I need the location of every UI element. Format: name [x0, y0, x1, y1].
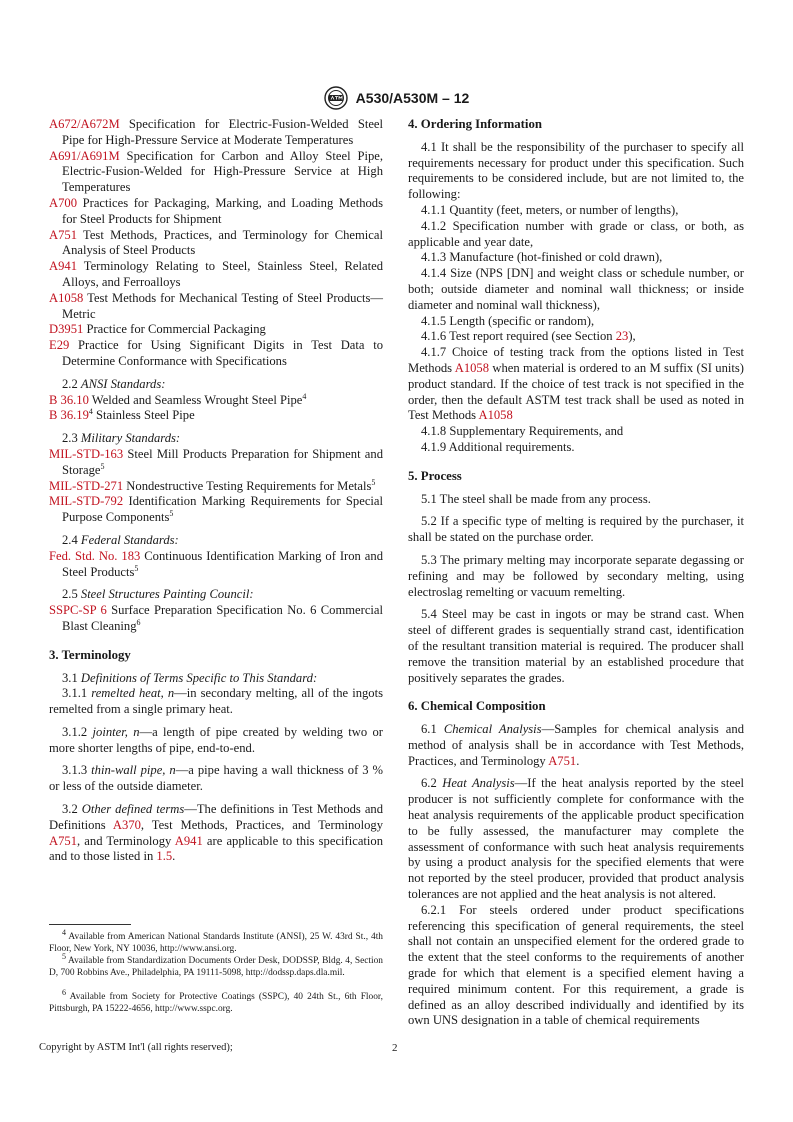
section-chemical-title: 6. Chemical Composition	[408, 699, 546, 714]
reference-link[interactable]: A691/A691M	[49, 148, 120, 163]
military-reference-link[interactable]: MIL-STD-271	[49, 478, 124, 493]
para-3-1: 3.1 Definitions of Terms Specific to This Standard:	[62, 670, 318, 685]
para-4-1-2: 4.1.2 Specification number with grade or class, or both, as applicable and year date,	[408, 218, 744, 249]
para-4-1-6: 4.1.6 Test report required (see Section 23),	[421, 329, 636, 344]
reference-item	[49, 117, 383, 149]
reference-link[interactable]: A672/A672M	[49, 117, 120, 131]
reference-title: Specification for Electric-Fusion-Welded Steel Pipe for High-Pressure Service at Moderate Temperatures	[62, 117, 383, 147]
reference-item	[49, 228, 383, 260]
ansi-heading: 2.2 ANSI Standards:	[62, 376, 166, 391]
reference-title: Specification for Carbon and Alloy Steel Pipe, Electric-Fusion-Welded for High-Pressure Service at High Temperatures	[62, 148, 383, 195]
reference-title: Test Methods for Mechanical Testing of Steel Products—Metric	[62, 290, 383, 321]
military-reference-item	[49, 447, 383, 479]
para-6-2-1: 6.2.1 For steels ordered under product specifications referencing this specification of general requirements, the steel shall not contain an unspecified element for the ordered grade to the extent that the steel conforms to the requirements of another grade for which that element is a specified element having a required minimum content. For this requirement, a grade is defined as an alloy described individually and identified by its own UNS designation in a table of chemical requirements	[408, 902, 744, 1028]
footnote-4: $^4$ Available from American National Standards Institute (ANSI), 25 W. 43rd St., 4th Floor, New York, NY 10036, http://www.ansi.org.	[49, 927, 383, 954]
para-4-1-7: 4.1.7 Choice of testing track from the options listed in Test Methods A1058 when material is ordered to an M suffix (SI units) product standard. If the choice of test track is not specified in the order, then the default ASTM test track shall be used as noted in Test Methods A1058	[408, 345, 744, 423]
para-3-1-2: 3.1.2 jointer, n—a length of pipe created by welding two or more shorter lengths of pipe, end-to-end.	[49, 724, 383, 755]
reference-link[interactable]: A941	[49, 259, 77, 274]
federal-reference-title: Continuous Identification Marking of Iron and Steel Products	[62, 548, 383, 579]
reference-item	[49, 291, 383, 323]
link-a751-chem[interactable]: A751	[548, 753, 577, 768]
sspc-reference-item	[49, 603, 383, 635]
reference-link[interactable]: E29	[49, 338, 70, 353]
federal-list	[49, 549, 383, 581]
left-column	[49, 117, 383, 865]
para-6-2: 6.2 Heat Analysis—If the heat analysis reported by the steel producer is not sufficiently complete for conformance with the heat analysis requirements of the applicable product specification to be fully assessed, the manufacturer may complete the assessment of conformance with such heat analysis requirements by using a product analysis for the specified elements that were not reported by the steel producer, provided that product analysis tolerances are not applied and the heat analysis is not altered.	[408, 776, 745, 902]
para-5-4: 5.4 Steel may be cast in ingots or may be strand cast. When steel of different grades is sequentially strand cast, identification of the resultant transition material is required. The producer shall remove the transition material by an established procedure that positively separates the grades.	[408, 607, 744, 685]
page-number: 2	[392, 1042, 398, 1054]
astm-logo-icon	[324, 86, 348, 110]
footnote-divider	[49, 924, 131, 925]
link-a370[interactable]: A370	[112, 817, 141, 832]
para-4-1-5: 4.1.5 Length (specific or random),	[421, 313, 595, 328]
sspc-list	[49, 603, 383, 635]
copyright-notice: Copyright by ASTM Int'l (all rights reserved);	[39, 1042, 233, 1053]
ansi-reference-title: Stainless Steel Pipe	[92, 408, 195, 423]
para-5-3: 5.3 The primary melting may incorporate separate degassing or refining and may be followed by secondary melting, using electroslag remelting or vacuum remelting.	[408, 552, 744, 599]
ansi-reference-title: Welded and Seamless Wrought Steel Pipe	[88, 392, 303, 407]
document-designation: A530/A530M – 12	[355, 90, 470, 106]
para-6-1: 6.1 Chemical Analysis—Samples for chemical analysis and method of analysis shall be in accordance with Test Methods, Practices, and Terminology A751.	[408, 722, 744, 768]
reference-link[interactable]: D3951	[49, 322, 84, 337]
federal-heading: 2.4 Federal Standards:	[62, 532, 179, 547]
reference-link[interactable]: A751	[49, 227, 77, 242]
para-4-1-8: 4.1.8 Supplementary Requirements, and	[421, 424, 624, 439]
right-column	[408, 117, 744, 1029]
ansi-reference-link[interactable]: B 36.19	[49, 408, 89, 423]
reference-title: Terminology Relating to Steel, Stainless Steel, Related Alloys, and Ferroalloys	[62, 259, 383, 289]
ansi-reference-item	[49, 408, 383, 424]
military-list	[49, 447, 383, 526]
para-4-1-3: 4.1.3 Manufacture (hot-finished or cold drawn),	[421, 250, 663, 265]
federal-reference-link[interactable]: Fed. Std. No. 183	[49, 548, 141, 563]
para-4-1-9: 4.1.9 Additional requirements.	[421, 439, 575, 454]
military-reference-title: Steel Mill Products Preparation for Shipment and Storage	[62, 446, 383, 477]
military-reference-item	[49, 479, 383, 495]
section-ordering-title: 4. Ordering Information	[408, 117, 543, 131]
reference-title: Practice for Commercial Packaging	[83, 322, 266, 337]
section-terminology-title: 3. Terminology	[49, 647, 131, 662]
federal-reference-item	[49, 549, 383, 581]
sspc-reference-title: Surface Preparation Specification No. 6 Commercial Blast Cleaning	[62, 603, 383, 633]
ansi-reference-item	[49, 393, 383, 409]
footnote-marker: 5	[134, 563, 139, 573]
military-heading: 2.3 Military Standards:	[62, 431, 181, 446]
sspc-heading: 2.5 Steel Structures Painting Council:	[62, 587, 254, 602]
footnote-marker: 5	[100, 461, 105, 471]
para-3-1-1: 3.1.1 remelted heat, n—in secondary melting, all of the ingots remelted from a single primary heat.	[49, 686, 383, 717]
reference-title: Practices for Packaging, Marking, and Loading Methods for Steel Products for Shipment	[62, 195, 383, 226]
reference-item	[49, 259, 383, 291]
military-reference-title: Nondestructive Testing Requirements for Metals	[123, 478, 372, 493]
ansi-reference-link[interactable]: B 36.10	[49, 392, 89, 407]
footnote-marker: 5	[371, 477, 376, 487]
link-a1058-2[interactable]: A1058	[478, 408, 513, 423]
footnote-marker: 5	[169, 508, 174, 518]
footnote-5: $^5$ Available from Standardization Documents Order Desk, DODSSP, Bldg. 4, Section D, 700 Robbins Ave., Philadelphia, PA 19111-5098, http://dodssp.daps.dla.mil.	[49, 951, 383, 978]
reference-title: Practice for Using Significant Digits in Test Data to Determine Conformance with Specifications	[62, 338, 383, 368]
reference-link[interactable]: A700	[49, 195, 77, 210]
para-5-2: 5.2 If a specific type of melting is required by the purchaser, it shall be stated on the purchase order.	[408, 514, 744, 545]
military-reference-title: Identification Marking Requirements for Special Purpose Components	[62, 494, 383, 525]
link-section-23[interactable]: 23	[615, 329, 629, 344]
link-a751[interactable]: A751	[49, 833, 77, 848]
footnote-marker: 4	[88, 407, 93, 417]
reference-item	[49, 149, 383, 196]
military-reference-link[interactable]: MIL-STD-163	[49, 446, 124, 461]
para-5-1: 5.1 The steel shall be made from any process.	[421, 491, 651, 506]
military-reference-link[interactable]: MIL-STD-792	[49, 494, 124, 509]
footnote-marker: 6	[136, 617, 141, 627]
referenced-documents-list	[49, 117, 383, 370]
footnote-marker: 4	[302, 391, 307, 401]
link-a941[interactable]: A941	[174, 833, 203, 848]
reference-link[interactable]: A1058	[49, 290, 84, 305]
para-4-1-1: 4.1.1 Quantity (feet, meters, or number of lengths),	[421, 202, 679, 217]
link-section-1-5[interactable]: 1.5	[156, 849, 173, 864]
sspc-reference-link[interactable]: SSPC-SP 6	[49, 603, 107, 618]
section-process-title: 5. Process	[408, 468, 462, 483]
page-header	[0, 86, 793, 110]
reference-item	[49, 322, 383, 338]
para-4-1: 4.1 It shall be the responsibility of the purchaser to specify all requirements necessary for product under this specification. Such requirements to be considered include, but are not limited to, the following:	[408, 139, 744, 202]
reference-title: Test Methods, Practices, and Terminology for Chemical Analysis of Steel Products	[62, 227, 383, 258]
footnote-6: $^6$ Available from Society for Protective Coatings (SSPC), 40 24th St., 6th Floor, Pittsburgh, PA 15222-4656, http://www.sspc.org.	[49, 987, 383, 1014]
para-3-2: 3.2 Other defined terms—The definitions in Test Methods and Definitions A370, Test Methods, Practices, and Terminology A751, and Terminology A941 are applicable to this specification and to those listed in 1.5.	[49, 802, 384, 864]
para-3-1-3: 3.1.3 thin-wall pipe, n—a pipe having a wall thickness of 3 % or less of the outside diameter.	[49, 763, 383, 794]
link-a1058[interactable]: A1058	[454, 360, 490, 375]
ansi-list	[49, 393, 383, 425]
reference-item	[49, 338, 383, 370]
military-reference-item	[49, 494, 383, 526]
reference-item	[49, 196, 383, 228]
para-4-1-4: 4.1.4 Size (NPS [DN] and weight class or schedule number, or both; outside diameter and nominal wall thickness; or inside diameter and nominal wall thickness),	[408, 266, 744, 312]
